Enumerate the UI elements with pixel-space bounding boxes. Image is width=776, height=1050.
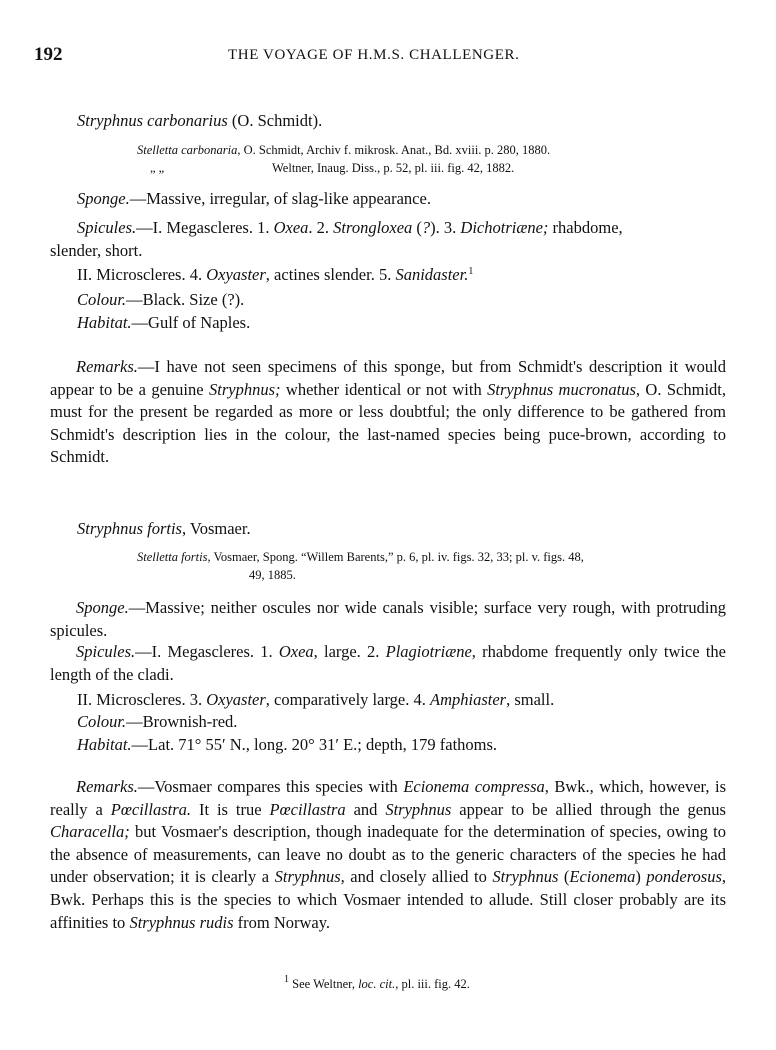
habitat-label: Habitat.: [77, 735, 132, 754]
spicules-description: [50, 641, 726, 686]
synonym-reference: [137, 550, 584, 565]
taxon-name: Pœcillastra: [269, 799, 346, 819]
species-heading: [77, 518, 251, 540]
remarks-paragraph: [50, 776, 726, 934]
synonym-name: Stelletta fortis: [137, 550, 208, 564]
colour-description: [77, 711, 237, 733]
sponge-description: [77, 188, 431, 210]
species-author: (O. Schmidt).: [227, 111, 323, 130]
sponge-label: Sponge.: [77, 189, 130, 208]
taxon-name: Amphiaster: [429, 690, 507, 709]
synonym-reference: [137, 143, 550, 158]
taxon-name: Strongloxea: [333, 218, 413, 237]
text: —Black. Size (?).: [126, 290, 245, 309]
taxon-name: Ecionema compressa: [403, 777, 545, 796]
species-name: Stryphnus carbonarius: [77, 111, 228, 130]
text: —Gulf of Naples.: [131, 313, 251, 332]
remarks-label: Remarks.: [76, 777, 138, 796]
taxon-name: Sanidaster.: [395, 265, 469, 284]
taxon-name: Oxyaster: [206, 690, 266, 709]
colour-description: [77, 289, 244, 311]
footnote-marker: 1: [468, 266, 474, 277]
text: II. Microscleres. 4.: [77, 265, 207, 284]
species-heading: [77, 110, 322, 132]
taxon-name: Characella;: [50, 822, 130, 842]
text: appear to be allied through the genus: [451, 799, 726, 819]
colour-label: Colour.: [77, 290, 127, 309]
text: , rhabdome frequently only twice the length of the cladi.: [50, 642, 726, 684]
sponge-description: [50, 597, 726, 642]
text: and closely allied to: [344, 867, 493, 887]
colour-label: Colour.: [77, 712, 127, 731]
text: —I. Megascleres. 1.: [136, 218, 274, 237]
remarks-label: Remarks.: [76, 357, 138, 376]
taxon-name: Stryphnus,: [274, 867, 345, 887]
text: ): [635, 867, 647, 887]
text: , Bwk. Perhaps this is the species to which Vosmaer intended to allude. Still closer probably are its affinities to: [50, 867, 727, 932]
footnote-number: 1: [284, 974, 289, 985]
synonym-name: Stelletta carbonaria: [137, 143, 238, 157]
text: loc. cit.: [358, 977, 396, 991]
taxon-name: Dichotriæne;: [460, 218, 549, 237]
spicules-label: Spicules.: [77, 218, 137, 237]
text: —Lat. 71° 55′ N., long. 20° 31′ E.; depth, 179 fathoms.: [131, 735, 498, 754]
taxon-name: Pœcillastra.: [110, 799, 191, 819]
text: —Massive; neither oscules nor wide canals visible; surface very rough, with protruding spicules.: [50, 598, 726, 640]
taxon-name: Oxea: [273, 218, 309, 237]
taxon-name: Oxyaster: [206, 265, 266, 284]
taxon-name: Stryphnus: [385, 799, 452, 819]
text: , small.: [506, 690, 555, 709]
text: , pl. iii. fig. 42.: [395, 977, 470, 991]
taxon-name: Stryphnus: [492, 867, 559, 887]
text: It is true: [191, 799, 270, 819]
synonym-reference-2: Weltner, Inaug. Diss., p. 52, pl. iii. fig. 42, 1882.: [272, 161, 515, 175]
species-author: , Vosmaer.: [181, 519, 251, 538]
taxon-name: Oxea: [278, 642, 314, 661]
text: See Weltner,: [289, 977, 359, 991]
text: but Vosmaer's description, though inadequate for the determination of species, owing to the absence of measurements, can leave no doubt as to the generic characters of the species he had under observation; it is clearly a: [50, 822, 726, 887]
text: rhabdome,: [548, 218, 623, 237]
species-name: Stryphnus fortis: [77, 519, 182, 538]
habitat-label: Habitat.: [77, 313, 132, 332]
footnote: [284, 974, 470, 992]
text: , comparatively large. 4.: [265, 690, 430, 709]
text: , actines slender. 5.: [265, 265, 396, 284]
sponge-text: —Massive, irregular, of slag-like appearance.: [129, 189, 431, 208]
spicules-description: [77, 217, 623, 239]
synonym-reference-cont: 49, 1885.: [249, 568, 296, 582]
running-title: THE VOYAGE OF H.M.S. CHALLENGER.: [228, 47, 520, 63]
spicules-continuation: slender, short.: [50, 241, 143, 260]
text: . 2.: [308, 218, 334, 237]
habitat-description: [77, 312, 250, 334]
taxon-name: Ecionema: [569, 867, 636, 887]
text: , Bwk., which, however, is really a: [50, 777, 726, 819]
text: —I have not seen specimens of this sponge, but from Schmidt's description it would appear to be a genuine: [50, 357, 726, 399]
taxon-name: Stryphnus rudis: [129, 912, 234, 932]
text: (: [412, 218, 422, 237]
taxon-name: Plagiotriæne: [385, 642, 472, 661]
remarks-paragraph: [50, 356, 726, 469]
synonym-citation: , Vosmaer, Spong. “Willem Barents,” p. 6, pl. iv. figs. 32, 33; pl. v. figs. 48,: [207, 550, 584, 564]
text: , O. Schmidt, must for the present be regarded as more or less doubtful; the only difference to be gathered from Schmidt's description lies in the colour, the last-named species being puce-brown, according to Schmidt.: [50, 379, 727, 467]
microscleres-description: [77, 264, 473, 286]
page-number: 192: [34, 44, 63, 65]
habitat-description: [77, 734, 497, 756]
text: , large. 2.: [313, 642, 386, 661]
taxon-name: Stryphnus;: [209, 379, 281, 399]
synonym-citation: , O. Schmidt, Archiv f. mikrosk. Anat., Bd. xviii. p. 280, 1880.: [237, 143, 551, 157]
text: —Brownish-red.: [126, 712, 238, 731]
spicules-label: Spicules.: [76, 642, 136, 661]
text: from Norway.: [233, 912, 331, 932]
ditto-marks: „ „: [150, 161, 165, 175]
microscleres-description: [77, 689, 554, 711]
text: —I. Megascleres. 1.: [135, 642, 279, 661]
taxon-name: ponderosus: [646, 867, 722, 887]
sponge-label: Sponge.: [76, 598, 129, 617]
taxon-name: Stryphnus mucronatus: [487, 379, 636, 399]
text: (: [558, 867, 570, 887]
text: II. Microscleres. 3.: [77, 690, 207, 709]
text: whether identical or not with: [280, 379, 488, 399]
text: ?: [421, 218, 431, 237]
text: ). 3.: [430, 218, 461, 237]
text: and: [345, 799, 386, 819]
text: —Vosmaer compares this species with: [137, 777, 404, 796]
